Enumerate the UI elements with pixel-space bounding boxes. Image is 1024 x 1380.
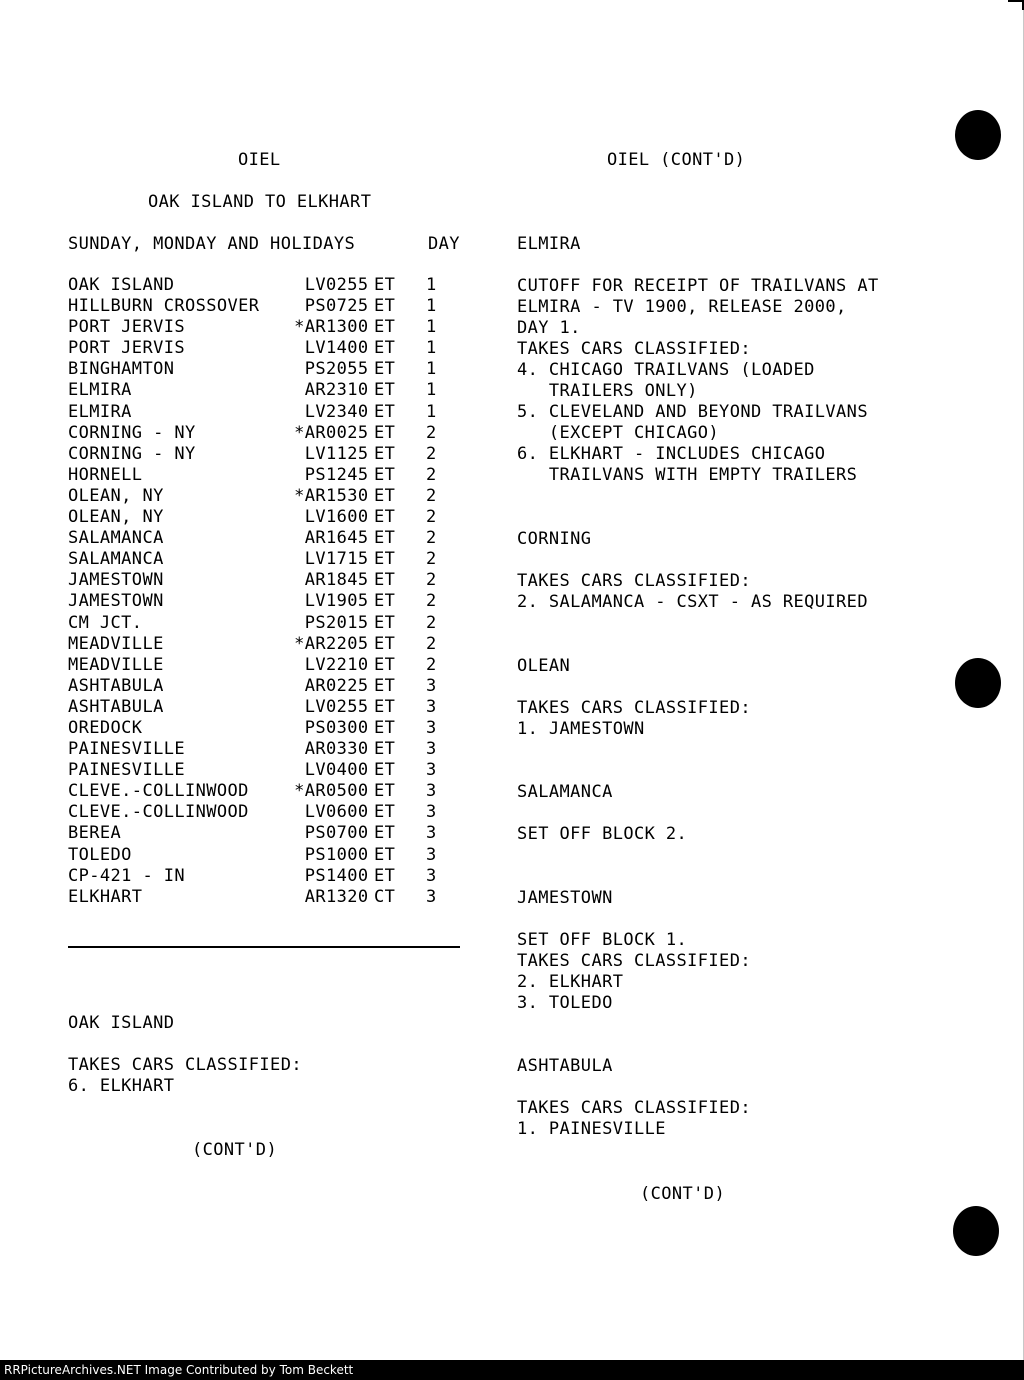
time-zone: ET <box>374 485 396 506</box>
spacer <box>517 255 879 276</box>
time-zone: ET <box>374 275 396 295</box>
day-number: 3 <box>426 886 437 907</box>
station-time: 0330 <box>326 739 369 760</box>
station-name: CLEVE.-COLLINWOOD <box>68 802 249 823</box>
oak-island-line: 6. ELKHART <box>68 1076 175 1096</box>
station-time: 0025 <box>326 422 369 443</box>
schedule-row <box>68 402 446 423</box>
day-number: 3 <box>426 739 437 760</box>
schedule-row <box>68 845 446 866</box>
schedule-row <box>68 486 446 507</box>
schedule-row <box>68 549 446 570</box>
station-name: JAMESTOWN <box>68 570 164 591</box>
station-action: LV <box>304 338 326 359</box>
station-name: BINGHAMTON <box>68 359 175 380</box>
time-zone: ET <box>374 865 396 886</box>
time-zone: ET <box>374 760 396 781</box>
image-credit-footer: RRPictureArchives.NET Image Contributed by Tom Beckett <box>0 1360 1024 1380</box>
schedule-row <box>68 338 446 359</box>
time-zone: ET <box>374 633 396 654</box>
binder-hole-middle <box>955 658 1001 708</box>
day-number: 1 <box>426 338 437 359</box>
day-number: 3 <box>426 802 437 823</box>
day-number: 1 <box>426 359 437 380</box>
schedule-row <box>68 444 446 465</box>
day-number: 2 <box>426 422 437 443</box>
binder-hole-top <box>955 110 1001 160</box>
station-time: 0700 <box>326 823 369 844</box>
schedule-row <box>68 591 446 612</box>
station-name: ASHTABULA <box>68 696 164 717</box>
station-action: LV <box>304 549 326 570</box>
time-zone: ET <box>374 296 396 317</box>
corning-line: TAKES CARS CLASSIFIED: <box>517 571 751 591</box>
schedule-row <box>68 676 446 697</box>
station-name: SALAMANCA <box>68 528 164 549</box>
right-page-code: OIEL (CONT'D) <box>607 150 746 170</box>
station-time: 1600 <box>326 507 369 528</box>
station-name: PORT JERVIS <box>68 338 185 359</box>
station-action: *AR <box>294 633 326 654</box>
spacer <box>517 677 751 698</box>
schedule-row <box>68 718 446 739</box>
station-time: 1530 <box>326 485 369 506</box>
station-name: HORNELL <box>68 464 143 485</box>
station-name: CLEVE.-COLLINWOOD <box>68 781 249 802</box>
station-name: ASHTABULA <box>68 675 164 696</box>
day-number: 3 <box>426 844 437 865</box>
day-number: 3 <box>426 696 437 717</box>
station-action: *AR <box>294 317 326 338</box>
schedule-row <box>68 739 446 760</box>
station-time: 1245 <box>326 464 369 485</box>
elmira-line: 5. CLEVELAND AND BEYOND TRAILVANS <box>517 402 868 422</box>
station-name: OAK ISLAND <box>68 275 175 295</box>
station-time: 1715 <box>326 549 369 570</box>
day-number: 2 <box>426 591 437 612</box>
station-name: PORT JERVIS <box>68 317 185 338</box>
station-action: PS <box>304 296 326 317</box>
ashtabula-line: 1. PAINESVILLE <box>517 1119 666 1139</box>
corning-section <box>517 529 868 613</box>
time-zone: ET <box>374 739 396 760</box>
spacer <box>517 1077 751 1098</box>
elmira-section <box>517 234 879 486</box>
time-zone: ET <box>374 443 396 464</box>
jamestown-line: TAKES CARS CLASSIFIED: <box>517 951 751 971</box>
elmira-line: 6. ELKHART - INCLUDES CHICAGO <box>517 444 826 464</box>
station-action: PS <box>304 865 326 886</box>
time-zone: ET <box>374 717 396 738</box>
page-corner <box>1008 0 1024 10</box>
station-name: PAINESVILLE <box>68 760 185 781</box>
station-time: 1125 <box>326 443 369 464</box>
station-name: JAMESTOWN <box>68 591 164 612</box>
day-number: 1 <box>426 296 437 317</box>
station-action: AR <box>304 528 326 549</box>
station-action: PS <box>304 717 326 738</box>
ashtabula-line: TAKES CARS CLASSIFIED: <box>517 1098 751 1118</box>
day-column-header: DAY <box>428 234 460 254</box>
olean-heading: OLEAN <box>517 656 571 676</box>
station-time: 1000 <box>326 844 369 865</box>
day-number: 1 <box>426 317 437 338</box>
elmira-line: 4. CHICAGO TRAILVANS (LOADED <box>517 360 815 380</box>
elmira-heading: ELMIRA <box>517 234 581 254</box>
day-number: 2 <box>426 570 437 591</box>
day-number: 2 <box>426 549 437 570</box>
spacer <box>517 909 751 930</box>
elmira-line: TRAILVANS WITH EMPTY TRAILERS <box>517 465 858 485</box>
station-action: LV <box>304 507 326 528</box>
station-name: MEADVILLE <box>68 633 164 654</box>
time-zone: CT <box>374 886 396 907</box>
day-number: 2 <box>426 654 437 675</box>
binder-hole-bottom <box>953 1206 999 1256</box>
elmira-line: CUTOFF FOR RECEIPT OF TRAILVANS AT <box>517 276 879 296</box>
schedule-table <box>68 275 446 908</box>
section-divider <box>68 946 460 948</box>
station-time: 0225 <box>326 675 369 696</box>
jamestown-line: 3. TOLEDO <box>517 993 613 1013</box>
time-zone: ET <box>374 507 396 528</box>
schedule-row <box>68 613 446 634</box>
station-name: SALAMANCA <box>68 549 164 570</box>
schedule-days-header: SUNDAY, MONDAY AND HOLIDAYS <box>68 234 356 254</box>
elmira-line: ELMIRA - TV 1900, RELEASE 2000, <box>517 297 847 317</box>
station-action: PS <box>304 844 326 865</box>
station-time: 2055 <box>326 359 369 380</box>
time-zone: ET <box>374 549 396 570</box>
jamestown-heading: JAMESTOWN <box>517 888 613 908</box>
station-name: CP-421 - IN <box>68 865 185 886</box>
time-zone: ET <box>374 338 396 359</box>
station-action: LV <box>304 760 326 781</box>
schedule-row <box>68 359 446 380</box>
station-action: AR <box>304 380 326 401</box>
day-number: 2 <box>426 528 437 549</box>
station-time: 1400 <box>326 865 369 886</box>
time-zone: ET <box>374 464 396 485</box>
station-name: ELMIRA <box>68 401 132 422</box>
station-time: 0300 <box>326 717 369 738</box>
time-zone: ET <box>374 422 396 443</box>
schedule-row <box>68 465 446 486</box>
ashtabula-heading: ASHTABULA <box>517 1056 613 1076</box>
jamestown-line: SET OFF BLOCK 1. <box>517 930 688 950</box>
schedule-row <box>68 823 446 844</box>
schedule-title: OAK ISLAND TO ELKHART <box>148 192 372 212</box>
time-zone: ET <box>374 802 396 823</box>
day-number: 3 <box>426 823 437 844</box>
schedule-row <box>68 296 446 317</box>
station-action: AR <box>304 570 326 591</box>
day-number: 2 <box>426 485 437 506</box>
jamestown-line: 2. ELKHART <box>517 972 624 992</box>
station-action: LV <box>304 591 326 612</box>
day-number: 3 <box>426 781 437 802</box>
station-name: CORNING - NY <box>68 422 196 443</box>
station-time: 1645 <box>326 528 369 549</box>
olean-section <box>517 656 751 740</box>
time-zone: ET <box>374 570 396 591</box>
spacer <box>517 803 687 824</box>
time-zone: ET <box>374 823 396 844</box>
station-time: 1845 <box>326 570 369 591</box>
schedule-row <box>68 380 446 401</box>
schedule-row <box>68 634 446 655</box>
station-action: LV <box>304 275 326 295</box>
day-number: 1 <box>426 401 437 422</box>
station-action: PS <box>304 359 326 380</box>
spacer <box>68 1034 302 1055</box>
day-number: 1 <box>426 275 437 295</box>
station-action: *AR <box>294 781 326 802</box>
time-zone: ET <box>374 528 396 549</box>
station-name: OLEAN, NY <box>68 507 164 528</box>
time-zone: ET <box>374 675 396 696</box>
ashtabula-section <box>517 1056 751 1140</box>
olean-line: 1. JAMESTOWN <box>517 719 645 739</box>
station-action: PS <box>304 612 326 633</box>
schedule-row <box>68 528 446 549</box>
schedule-row <box>68 423 446 444</box>
time-zone: ET <box>374 359 396 380</box>
left-contd: (CONT'D) <box>192 1140 278 1160</box>
elmira-line: TAKES CARS CLASSIFIED: <box>517 339 751 359</box>
schedule-row <box>68 781 446 802</box>
station-time: 2205 <box>326 633 369 654</box>
schedule-row <box>68 570 446 591</box>
elmira-line: TRAILERS ONLY) <box>517 381 698 401</box>
station-time: 2015 <box>326 612 369 633</box>
station-action: *AR <box>294 485 326 506</box>
time-zone: ET <box>374 696 396 717</box>
station-time: 0400 <box>326 760 369 781</box>
station-action: LV <box>304 443 326 464</box>
schedule-row <box>68 507 446 528</box>
day-number: 2 <box>426 633 437 654</box>
station-name: CORNING - NY <box>68 443 196 464</box>
station-name: ELMIRA <box>68 380 132 401</box>
station-action: AR <box>304 886 326 907</box>
station-action: LV <box>304 696 326 717</box>
schedule-row <box>68 655 446 676</box>
station-name: PAINESVILLE <box>68 739 185 760</box>
station-time: 0600 <box>326 802 369 823</box>
station-action: PS <box>304 823 326 844</box>
station-time: 1400 <box>326 338 369 359</box>
schedule-row <box>68 317 446 338</box>
day-number: 1 <box>426 380 437 401</box>
day-number: 3 <box>426 865 437 886</box>
station-name: MEADVILLE <box>68 654 164 675</box>
station-time: 2310 <box>326 380 369 401</box>
station-time: 1300 <box>326 317 369 338</box>
day-number: 2 <box>426 612 437 633</box>
station-time: 0255 <box>326 275 369 295</box>
corning-line: 2. SALAMANCA - CSXT - AS REQUIRED <box>517 592 868 612</box>
left-page-code: OIEL <box>238 150 281 170</box>
station-action: LV <box>304 401 326 422</box>
day-number: 3 <box>426 717 437 738</box>
elmira-line: DAY 1. <box>517 318 581 338</box>
salamanca-heading: SALAMANCA <box>517 782 613 802</box>
schedule-row <box>68 697 446 718</box>
station-name: ELKHART <box>68 886 143 907</box>
time-zone: ET <box>374 612 396 633</box>
station-action: *AR <box>294 422 326 443</box>
right-contd: (CONT'D) <box>640 1184 726 1204</box>
time-zone: ET <box>374 317 396 338</box>
station-name: HILLBURN CROSSOVER <box>68 296 260 317</box>
station-name: BEREA <box>68 823 122 844</box>
jamestown-section <box>517 888 751 1014</box>
day-number: 2 <box>426 507 437 528</box>
station-time: 0255 <box>326 696 369 717</box>
station-name: OREDOCK <box>68 717 143 738</box>
day-number: 2 <box>426 464 437 485</box>
time-zone: ET <box>374 844 396 865</box>
schedule-row <box>68 866 446 887</box>
station-action: PS <box>304 464 326 485</box>
salamanca-section <box>517 782 687 845</box>
station-time: 0500 <box>326 781 369 802</box>
station-action: LV <box>304 802 326 823</box>
oak-island-section <box>68 1013 302 1097</box>
station-action: AR <box>304 739 326 760</box>
station-time: 1905 <box>326 591 369 612</box>
schedule-row <box>68 275 446 296</box>
station-action: AR <box>304 675 326 696</box>
station-time: 2340 <box>326 401 369 422</box>
schedule-row <box>68 760 446 781</box>
oak-island-heading: OAK ISLAND <box>68 1013 175 1033</box>
corning-heading: CORNING <box>517 529 592 549</box>
station-action: LV <box>304 654 326 675</box>
time-zone: ET <box>374 401 396 422</box>
station-name: OLEAN, NY <box>68 485 164 506</box>
station-name: CM JCT. <box>68 612 143 633</box>
time-zone: ET <box>374 654 396 675</box>
salamanca-line: SET OFF BLOCK 2. <box>517 824 688 844</box>
olean-line: TAKES CARS CLASSIFIED: <box>517 698 751 718</box>
day-number: 3 <box>426 760 437 781</box>
station-time: 2210 <box>326 654 369 675</box>
station-time: 1320 <box>326 886 369 907</box>
schedule-row <box>68 802 446 823</box>
schedule-row <box>68 887 446 908</box>
station-name: TOLEDO <box>68 844 132 865</box>
time-zone: ET <box>374 591 396 612</box>
time-zone: ET <box>374 781 396 802</box>
time-zone: ET <box>374 380 396 401</box>
station-time: 0725 <box>326 296 369 317</box>
elmira-line: (EXCEPT CHICAGO) <box>517 423 720 443</box>
oak-island-line: TAKES CARS CLASSIFIED: <box>68 1055 302 1075</box>
spacer <box>517 550 868 571</box>
day-number: 2 <box>426 443 437 464</box>
day-number: 3 <box>426 675 437 696</box>
